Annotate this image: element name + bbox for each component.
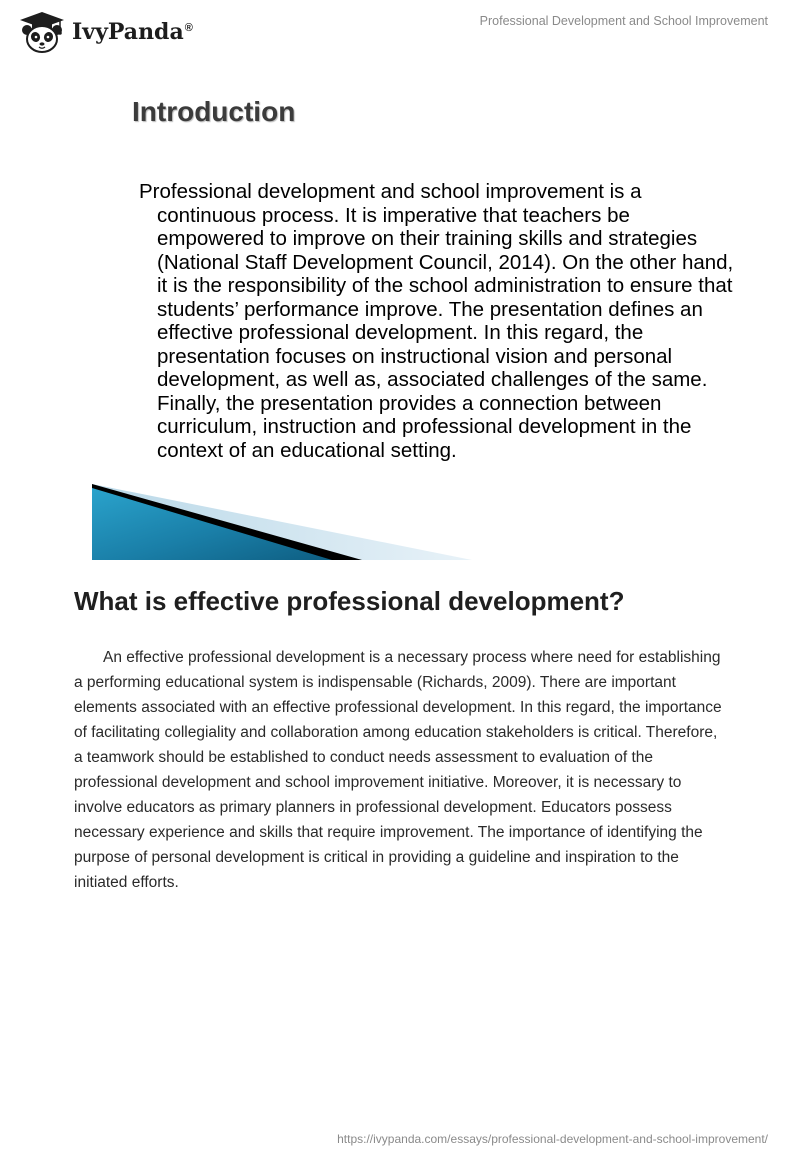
presentation-slide [92,88,734,560]
slide-title: Introduction [132,96,296,127]
slide-decorative-graphic [92,484,472,560]
panda-graduate-icon [16,10,68,54]
brand-name: IvyPanda® [72,19,193,45]
registered-mark: ® [184,21,193,34]
brand-logo[interactable] [16,10,193,54]
body-paragraph: An effective professional development is a necessary process where need for establishing a performing educational system is indispensable (Richards, 2009). There are important elements associated with an effective professional development. In this regard, the importance of facilitating collegiality and collaboration among education stakeholders is critical. Therefore, a teamwork should be established to conduct needs assessment to evaluation of the professional development and school improvement initiative. Moreover, it is necessary to involve educators as primary planners in professional development. Educators possess necessary experience and skills that require improvement. The importance of identifying the purpose of personal development is critical in providing a guideline and inspiration to the initiated efforts. [74,649,722,891]
section-heading: What is effective professional development? [74,586,625,616]
running-title: Professional Development and School Improvement [479,14,768,28]
slide-text: Professional development and school improvement is a continuous process. It is imperative that teachers be empowered to improve on their training skills and strategies (National Staff Development Council, 2014). On the other hand, it is the responsibility of the school administration to ensure that students’ performance improve. The presentation defines an effective professional development. In this regard, the presentation focuses on instructional vision and personal development, as well as, associated challenges of the same. Finally, the presentation provides a connection between curriculum, instruction and professional development in the context of an educational setting. [139,180,734,462]
page-header [0,0,800,60]
source-url[interactable]: https://ivypanda.com/essays/professional-development-and-school-improvement/ [337,1132,768,1146]
